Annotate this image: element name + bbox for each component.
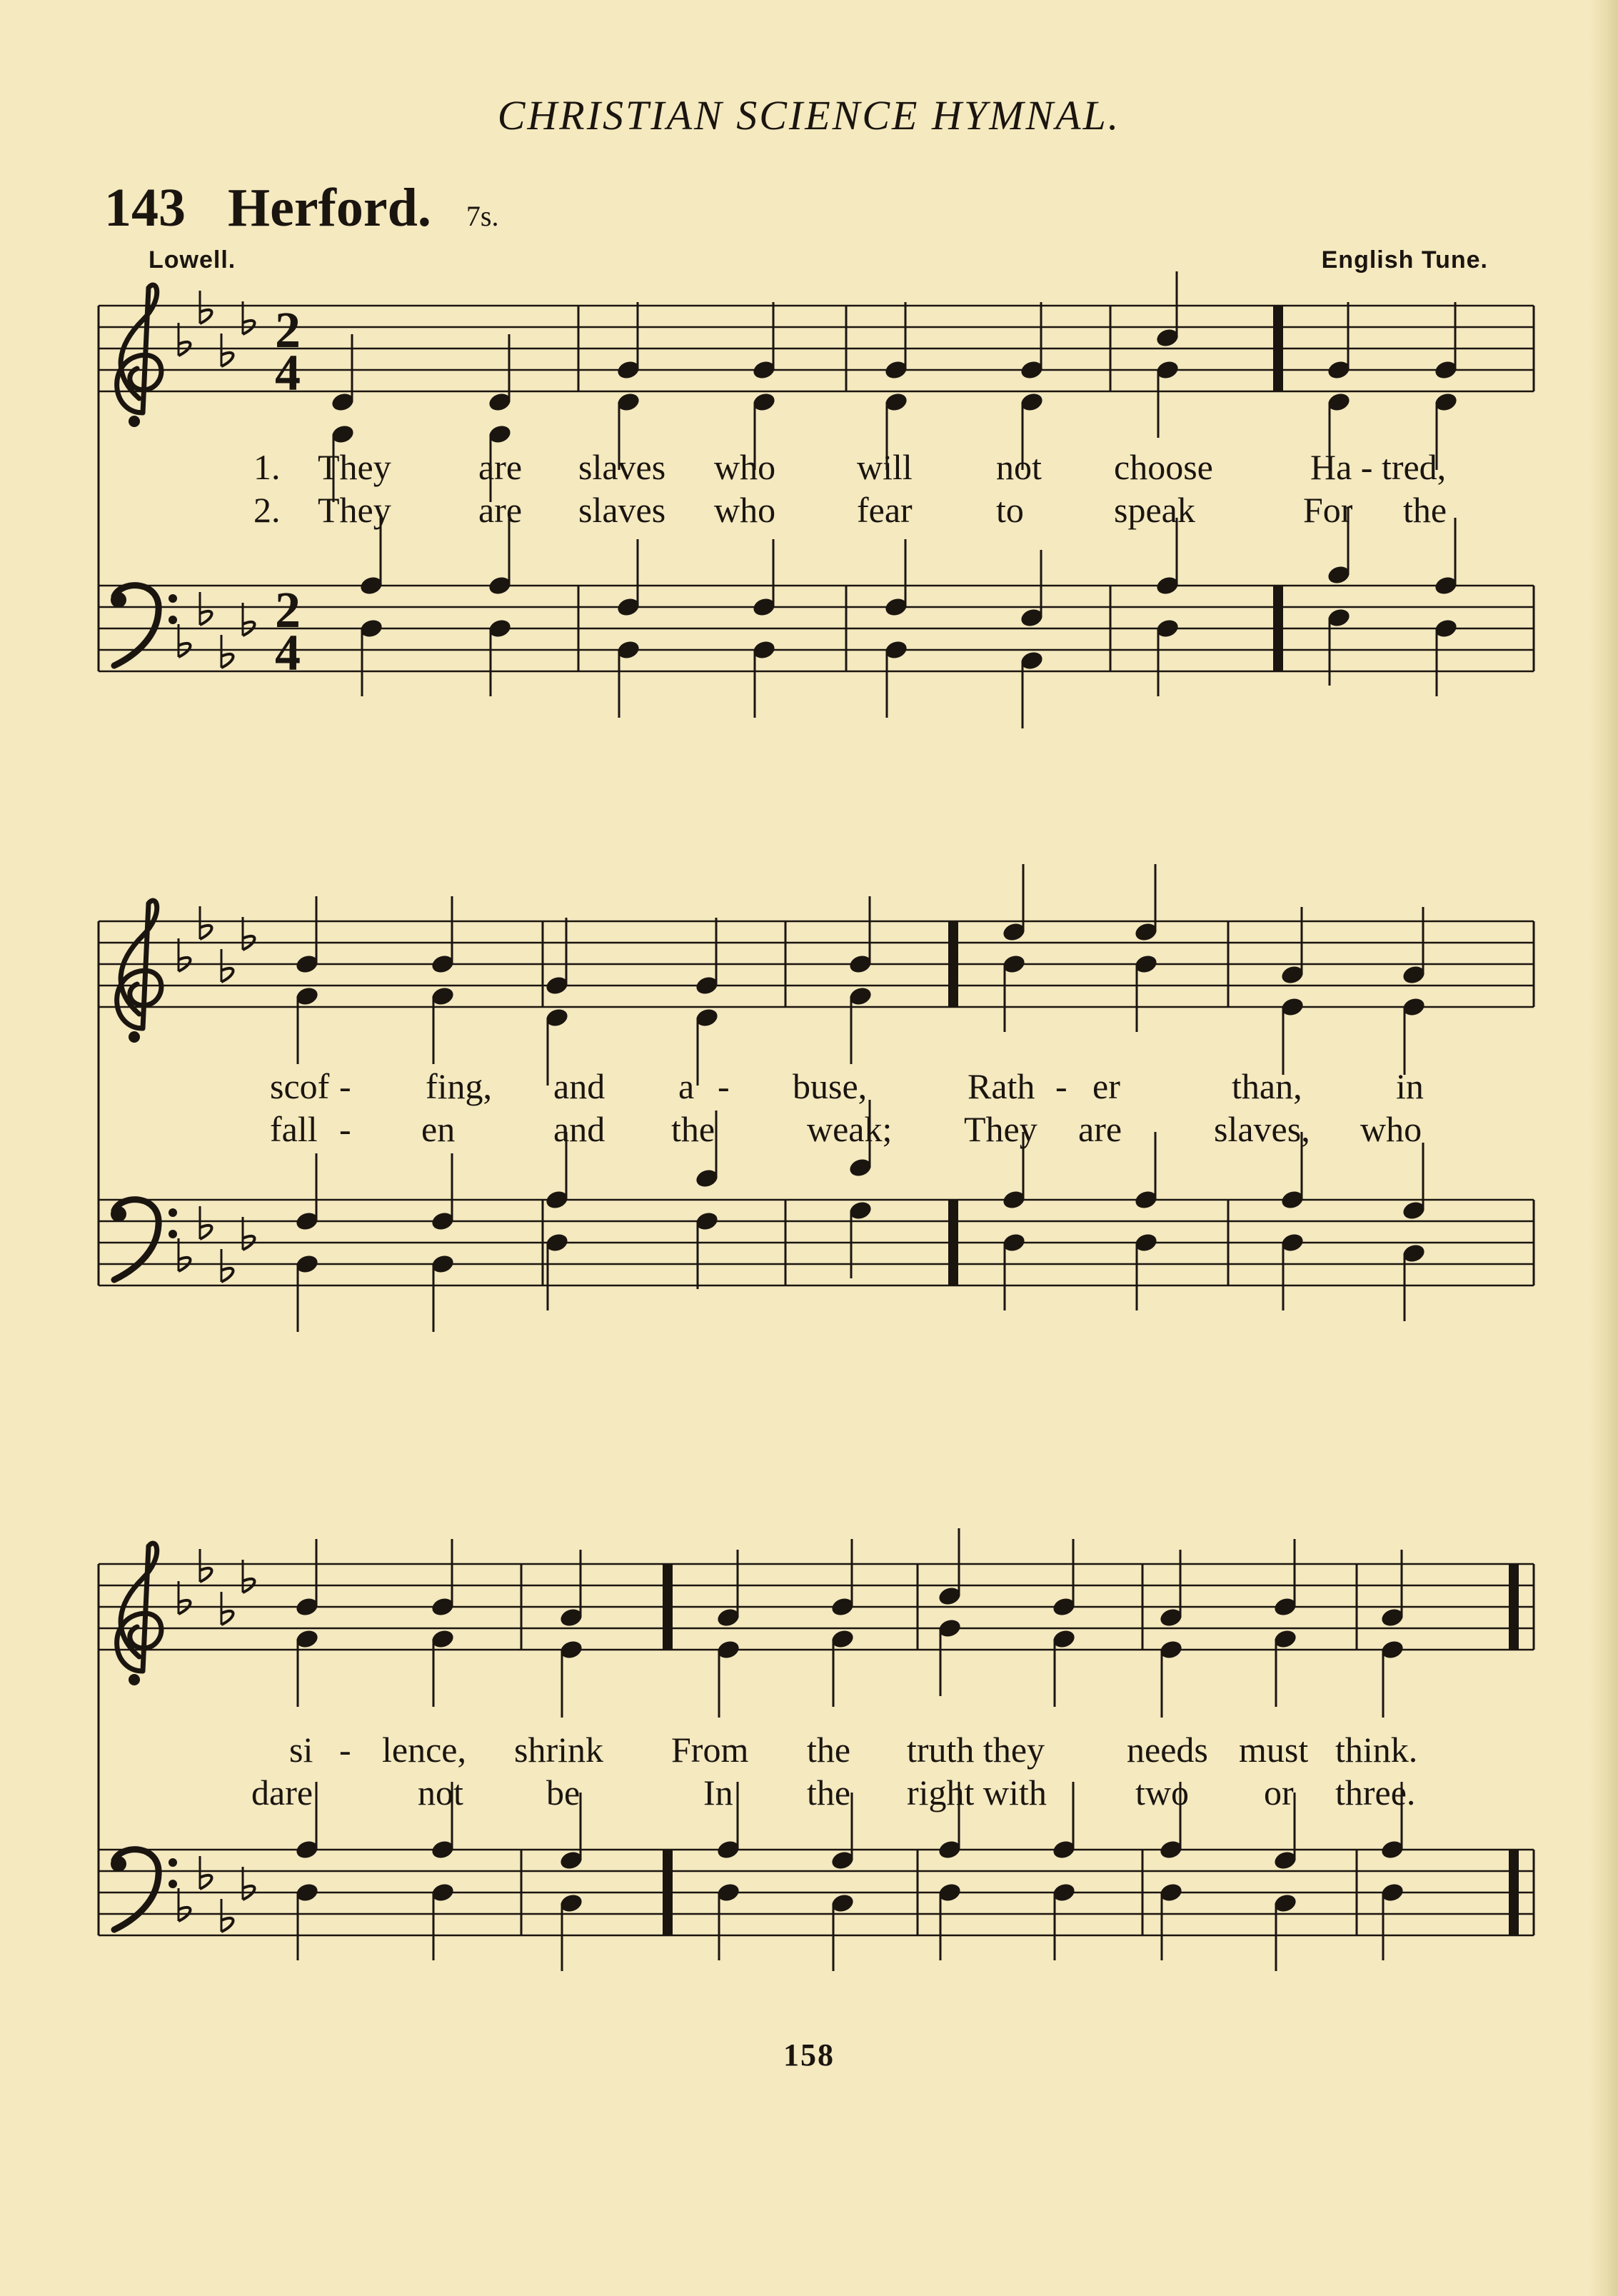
treble-clef-dot: [129, 1031, 140, 1043]
flat-icon: [221, 334, 233, 366]
bass-clef-icon: [111, 1200, 177, 1280]
lyric-syllable: three.: [1335, 1773, 1416, 1813]
flat-icon: [200, 906, 212, 939]
tune-name: Herford.: [228, 178, 431, 238]
flat-bowl: [200, 1568, 212, 1582]
lyric-syllable: For: [1303, 490, 1353, 530]
lyric-syllable: From: [671, 1730, 749, 1770]
lyric-syllable: not: [418, 1773, 463, 1813]
flat-icon: [200, 592, 212, 625]
lyric-syllable: the: [671, 1109, 715, 1149]
flat-icon: [221, 1249, 233, 1282]
flat-icon: [221, 1592, 233, 1625]
flat-icon: [221, 949, 233, 982]
lyric-syllable: are: [478, 490, 523, 530]
meter: 7s.: [466, 200, 499, 232]
hymn-heading: [104, 177, 498, 239]
flat-bowl: [200, 611, 212, 625]
lyric-syllable: to: [996, 490, 1024, 530]
author-credit: Lowell.: [149, 246, 236, 274]
lyric-syllable: fing,: [426, 1066, 493, 1106]
lyric-syllable: lence,: [382, 1730, 466, 1770]
lyric-syllable: truth they: [907, 1730, 1045, 1770]
lyric-syllable: will: [857, 447, 913, 487]
flat-bowl: [200, 1875, 212, 1889]
page-number: 158: [783, 2037, 835, 2072]
bass-clef-icon: [111, 586, 177, 666]
lyric-syllable: Ha - tred,: [1310, 447, 1447, 487]
flat-icon: [200, 1856, 212, 1889]
lyric-syllable: -: [339, 1066, 351, 1106]
lyric-syllable: slaves: [578, 490, 666, 530]
lyric-syllable: -: [339, 1730, 351, 1770]
hymn-number: 143: [104, 178, 186, 238]
lyric-syllable: needs: [1127, 1730, 1208, 1770]
lyric-syllable: in: [1396, 1066, 1424, 1106]
flat-bowl: [221, 654, 233, 668]
lyric-syllable: and: [553, 1109, 606, 1149]
lyric-syllable: fear: [857, 490, 913, 530]
lyric-syllable: must: [1239, 1730, 1309, 1770]
lyric-syllable: a: [678, 1066, 695, 1106]
lyric-syllable: Rath: [968, 1066, 1035, 1106]
bass-clef-head: [111, 1856, 126, 1872]
lyric-syllable: slaves: [578, 447, 666, 487]
flat-bowl: [221, 353, 233, 366]
running-head: CHRISTIAN SCIENCE HYMNAL.: [497, 92, 1121, 139]
flat-bowl: [200, 926, 212, 939]
lyric-syllable: er: [1092, 1066, 1120, 1106]
lyric-syllable: be: [546, 1773, 581, 1813]
lyric-syllable: shrink: [514, 1730, 603, 1770]
bass-clef-dot-upper: [169, 594, 177, 603]
lyric-syllable: 1.: [253, 447, 281, 487]
lyric-syllable: the: [807, 1730, 851, 1770]
bass-clef-dot-lower: [169, 1880, 177, 1888]
lyric-syllable: right with: [907, 1773, 1047, 1813]
flat-bowl: [221, 1268, 233, 1282]
lyric-syllable: two: [1135, 1773, 1189, 1813]
lyric-syllable: weak;: [807, 1109, 893, 1149]
lyric-syllable: 2.: [253, 490, 281, 530]
lyric-syllable: choose: [1114, 447, 1213, 487]
lyric-syllable: the: [1403, 490, 1447, 530]
treble-clef-dot: [129, 416, 140, 427]
lyric-syllable: the: [807, 1773, 851, 1813]
bass-clef-dot-lower: [169, 1230, 177, 1238]
flat-bowl: [221, 968, 233, 982]
flat-icon: [200, 1206, 212, 1239]
bass-clef-dot-upper: [169, 1858, 177, 1867]
bass-clef-icon: [111, 1850, 177, 1930]
lyric-syllable: are: [478, 447, 523, 487]
lyric-syllable: si: [289, 1730, 313, 1770]
bass-clef-head: [111, 1206, 126, 1222]
flat-bowl: [221, 1611, 233, 1625]
lyric-syllable: They: [964, 1109, 1037, 1149]
lyric-syllable: buse,: [793, 1066, 868, 1106]
bass-clef-head: [111, 592, 126, 608]
lyric-syllable: In: [703, 1773, 733, 1813]
flat-icon: [221, 635, 233, 668]
lyric-syllable: are: [1078, 1109, 1122, 1149]
bass-clef-dot-lower: [169, 616, 177, 624]
lyric-syllable: -: [1055, 1066, 1067, 1106]
bass-clef-dot-upper: [169, 1208, 177, 1217]
lyric-syllable: fall: [270, 1109, 318, 1149]
lyric-syllable: not: [996, 447, 1042, 487]
lyric-syllable: think.: [1335, 1730, 1418, 1770]
lyric-syllable: speak: [1114, 490, 1195, 530]
flat-icon: [221, 1899, 233, 1932]
lyric-syllable: slaves,: [1214, 1109, 1310, 1149]
lyric-syllable: en: [421, 1109, 456, 1149]
treble-time-bottom: 4: [275, 344, 301, 401]
flat-icon: [200, 1549, 212, 1582]
verse-2-lyrics-system-3: [0, 1772, 1618, 1815]
lyric-syllable: who: [1360, 1109, 1422, 1149]
flat-bowl: [221, 1918, 233, 1932]
lyric-syllable: who: [714, 490, 776, 530]
treble-time-top: 2: [275, 301, 301, 359]
bass-time-top: 2: [275, 581, 301, 638]
lyric-syllable: than,: [1232, 1066, 1302, 1106]
treble-clef-dot: [129, 1674, 140, 1685]
lyric-syllable: -: [339, 1109, 351, 1149]
verse-1-lyrics-system-3: [0, 1729, 1618, 1772]
flat-bowl: [200, 310, 212, 324]
verse-2-lyrics-system-2: [0, 1108, 1618, 1151]
lyric-syllable: They: [318, 447, 391, 487]
verse-2-lyrics-system-1: [0, 489, 1618, 532]
lyric-syllable: scof: [270, 1066, 330, 1106]
flat-bowl: [200, 1225, 212, 1239]
tune-credit: English Tune.: [1321, 246, 1488, 274]
verse-1-lyrics-system-1: [0, 446, 1618, 489]
lyric-syllable: or: [1264, 1773, 1294, 1813]
lyric-syllable: and: [553, 1066, 606, 1106]
lyric-syllable: dare: [251, 1773, 313, 1813]
lyric-syllable: They: [318, 490, 391, 530]
lyric-syllable: -: [718, 1066, 730, 1106]
lyric-syllable: who: [714, 447, 776, 487]
verse-1-lyrics-system-2: [0, 1066, 1618, 1108]
flat-icon: [200, 291, 212, 324]
bass-time-bottom: 4: [275, 624, 301, 681]
